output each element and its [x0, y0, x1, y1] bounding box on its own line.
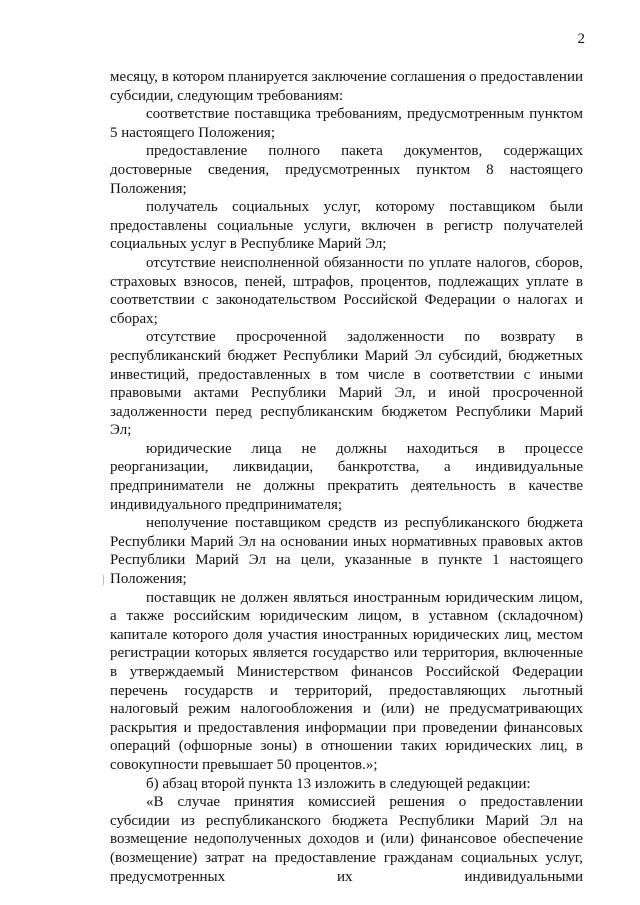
- paragraph-amendment-b: б) абзац второй пункта 13 изложить в следующей редакции:: [146, 775, 531, 792]
- paragraph-requirement-4: отсутствие неисполненной обязанности по уплате налогов, сборов, страховых взносов, пеней, штрафов, процентов, подлежащих уплате в соответствии с законодательством Российской Федерации о налогах и сборах;: [110, 254, 583, 327]
- paragraph-requirement-5: отсутствие просроченной задолженности по возврату в республиканский бюджет Республики Марий Эл субсидий, бюджетных инвестиций, предоставленных в том числе в соответствии с иными правовыми актами Республики Марий Эл, и иной просроченной задолженности перед республиканским бюджетом Республики Марий Эл;: [110, 329, 583, 439]
- paragraph-requirement-2: предоставление полного пакета документов, содержащих достоверные сведения, предусмотренных пунктом 8 настоящего Положения;: [110, 143, 583, 197]
- paragraph-requirement-7: неполучение поставщиком средств из республиканского бюджета Республики Марий Эл на основании иных нормативных правовых актов Республики Марий Эл на цели, указанные в пункте 1 настоящего Положения;: [110, 515, 583, 588]
- paragraph-requirement-8: поставщик не должен являться иностранным юридическим лицом, а также российским юридическим лицом, в уставном (складочном) капитале которого доля участия иностранных юридических лиц, местом регистрации которых является государство или территория, включенные в утверждаемый Министерством финансов Российской Федерации перечень государств и территорий, предоставляющих льготный налоговый режим налогообложения и (или) не предусматривающих раскрытия и предоставления информации при проведении финансовых операций (офшорные зоны) в отношении таких юридических лиц, в совокупности превышает 50 процентов.»;: [110, 589, 583, 773]
- paragraph-new-wording: «В случае принятия комиссией решения о предоставлении субсидии из республиканского бюджета Республики Марий Эл на возмещение недополученных доходов и (или) финансовое обеспечение (возмещение) затрат на предоставление гражданам социальных услуг, предусмотренных их индивидуальными: [110, 794, 583, 885]
- margin-mark: [103, 575, 104, 585]
- paragraph-requirement-6: юридические лица не должны находиться в процессе реорганизации, ликвидации, банкротства, а индивидуальные предприниматели не должны прекратить деятельность в качестве индивидуального предпринимателя;: [110, 440, 583, 513]
- paragraph-requirement-1: соответствие поставщика требованиям, предусмотренным пунктом 5 настоящего Положения;: [110, 106, 583, 141]
- paragraph-intro: месяцу, в котором планируется заключение соглашения о предоставлении субсидии, следующим требованиям:: [110, 69, 583, 104]
- paragraph-requirement-3: получатель социальных услуг, которому поставщиком были предоставлены социальные услуги, включен в регистр получателей социальных услуг в Республике Марий Эл;: [110, 199, 583, 253]
- page-number: 2: [577, 31, 585, 47]
- document-body: [110, 68, 583, 886]
